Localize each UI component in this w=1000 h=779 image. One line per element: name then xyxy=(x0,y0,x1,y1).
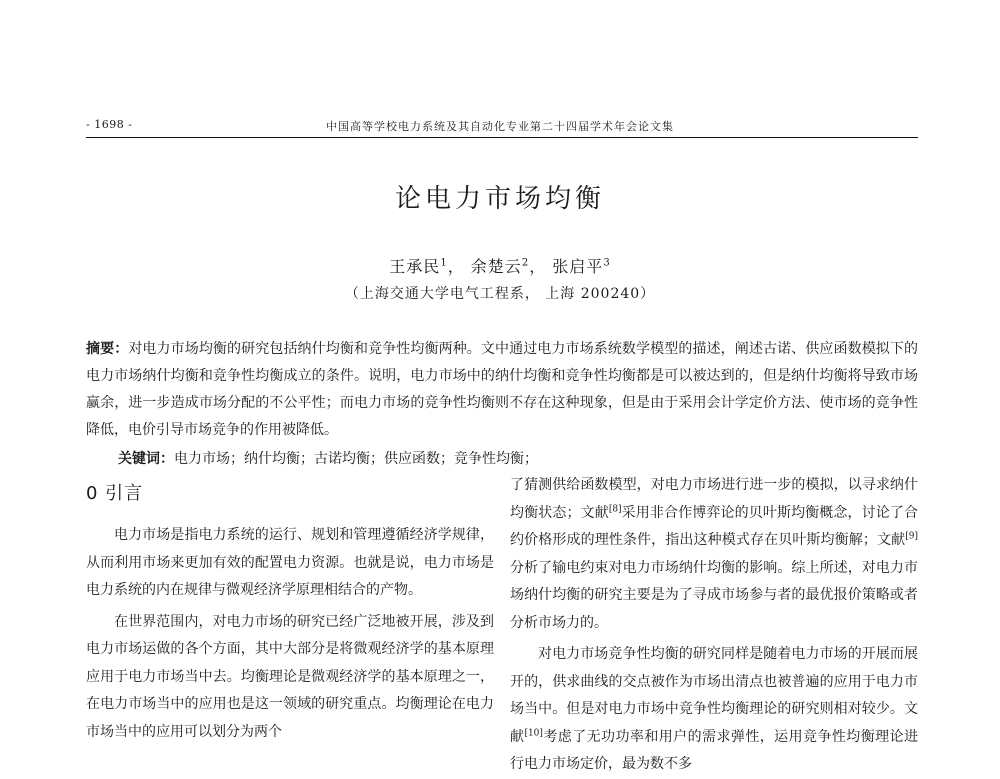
keywords-label: 关键词： xyxy=(118,451,174,467)
author-name: 王承民 xyxy=(389,257,441,276)
author-name: 张启平 xyxy=(552,257,604,276)
author-separator: ， xyxy=(529,257,547,276)
paper-title: 论电力市场均衡 xyxy=(394,184,605,214)
header-rule xyxy=(86,137,918,138)
abstract-label: 摘要： xyxy=(86,341,129,357)
abstract xyxy=(86,336,918,444)
author-affiliation-mark: 2 xyxy=(521,257,530,269)
body-paragraph: 在世界范围内，对电力市场的研究已经广泛地被开展，涉及到电力市场运做的各个方面，其中大部分是将微观经济学的基本原理应用于电力市场当中去。均衡理论是微观经济学的基本原理之一，在电力市场当中的应用也是这一领域的研究重点。均衡理论在电力市场当中的应用可以划分为两个 xyxy=(86,613,494,740)
citation-ref: [9] xyxy=(905,531,918,542)
author-separator: ， xyxy=(447,257,465,276)
affiliation: （上海交通大学电气工程系， 上海 200240） xyxy=(344,286,656,302)
running-header xyxy=(0,118,1000,138)
paragraph-text: 采用非合作博弈论的贝叶斯均衡概念，讨论了合约价格形成的理性条件，指出这种模式存在贝叶斯均衡解；文献 xyxy=(510,504,918,548)
left-column xyxy=(86,472,494,746)
page-number: - 1698 - xyxy=(86,118,133,131)
author-line xyxy=(0,254,1000,277)
right-column xyxy=(510,472,918,779)
paragraph-text: 分析了输电约束对电力市场纳什均衡的影响。综上所述，对电力市场纳什均衡的研究主要是为了寻成市场参与者的最优报价策略或者分析市场力的。 xyxy=(510,559,918,631)
citation-ref: [10] xyxy=(524,727,543,738)
journal-name: 中国高等学校电力系统及其自动化专业第二十四届学术年会论文集 xyxy=(326,120,674,133)
keywords-text: 电力市场；纳什均衡；古诺均衡；供应函数；竞争性均衡； xyxy=(174,451,538,467)
author-affiliation-mark: 3 xyxy=(603,257,611,269)
author-name: 余楚云 xyxy=(470,257,522,276)
author-affiliation-mark: 1 xyxy=(440,257,448,269)
keywords xyxy=(118,449,918,469)
paragraph-text: 了猜测供给函数模型，对电力市场进行进一步的模拟，以寻求纳什均衡状态；文献 xyxy=(510,477,918,521)
paragraph-text: 对电力市场竞争性均衡的研究同样是随着电力市场的开展而展开的，供求曲线的交点被作为市场出清点也被普遍的应用于电力市场当中。但是对电力市场中竞争性均衡理论的研究则相对较少。文献 xyxy=(510,646,918,745)
citation-ref: [8] xyxy=(608,503,622,514)
body-paragraph xyxy=(510,641,918,779)
body-paragraph xyxy=(510,472,918,637)
section-heading: 0 引言 xyxy=(86,483,144,504)
body-paragraph: 电力市场是指电力系统的运行、规划和管理遵循经济学规律，从而利用市场来更加有效的配置电力资源。也就是说，电力市场是电力系统的内在规律与微观经济学原理相结合的产物。 xyxy=(86,527,494,598)
abstract-text: 对电力市场均衡的研究包括纳什均衡和竞争性均衡两种。文中通过电力市场系统数学模型的描述，阐述古诺、供应函数模拟下的电力市场纳什均衡和竞争性均衡成立的条件。说明，电力市场中的纳什均衡和竞争性均衡都是可以被达到的，但是纳什均衡将导致市场赢余，进一步造成市场分配的不公平性；而电力市场的竞争性均衡则不存在这种现象，但是由于采用会计学定价方法、使市场的竞争性降低，电价引导市场竞争的作用被降低。 xyxy=(86,341,918,438)
paragraph-text: 考虑了无功功率和用户的需求弹性，运用竞争性均衡理论进行电力市场定价，最为数不多 xyxy=(510,728,919,772)
